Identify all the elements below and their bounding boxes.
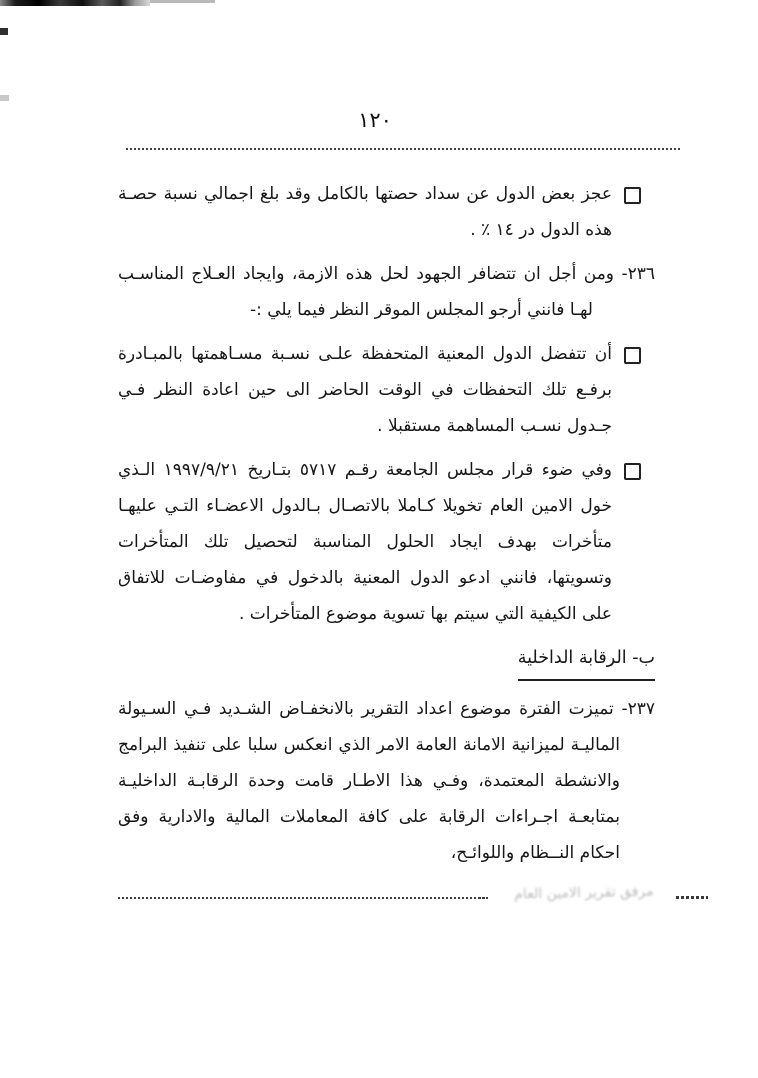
bullet-paragraph-arrears xyxy=(118,176,655,248)
scan-artifact-top-edge xyxy=(0,0,150,6)
paragraph-text: عجز بعض الدول عن سداد حصتها بالكامل وقد بلغ اجمالي نسبة حصـة هذه الدول در ١٤ ٪ . xyxy=(118,184,612,240)
bullet-paragraph-reservations xyxy=(118,336,655,444)
scan-artifact-left-mark-2 xyxy=(0,95,9,101)
page-number: ١٢٠ xyxy=(358,108,392,132)
section-heading-internal-audit xyxy=(118,640,655,681)
paragraph-text: تميزت الفترة موضوع اعداد التقرير بالانخفـاض الشـديد فـي السـيولة الماليـة لميزانية الامانة العامة الامر الذي انعكس سلبا على تنفيذ البرامج والانشطة المعتمدة، وفـي هذا الاطـار قامت وحدة الرقابـة الداخليـة بمتابعـة اجـراءات الرقابة على كافة المعاملات المالية والادارية وفق احكام النــظام واللوائـح، xyxy=(118,699,620,863)
item-number: ٢٣٧- xyxy=(621,699,656,719)
scan-artifact-left-mark xyxy=(0,28,8,35)
square-bullet-icon xyxy=(624,187,641,204)
document-body xyxy=(118,176,655,879)
footer-dotted-rule xyxy=(118,897,490,899)
paragraph-text: وفي ضوء قرار مجلس الجامعة رقـم ٥٧١٧ بتـاريخ ١٩٩٧/٩/٢١ الـذي خول الامين العام تخويلا كـاملا بالاتصـال بـالدول الاعضـاء التـي عليهـا متأخرات بهدف ايجاد الحلول المناسبة لتحصيل تلك المتأخرات وتسويتها، فانني ادعو الدول المعنية بالدخول في مفاوضـات للاتفاق على الكيفية التي سيتم بها تسوية موضوع المتأخرات . xyxy=(118,460,612,624)
footer-dash-mark xyxy=(478,897,485,899)
scan-artifact-top-edge-light xyxy=(150,0,215,3)
item-number: ٢٣٦- xyxy=(621,264,656,284)
paragraph-text: أن تتفضل الدول المعنية المتحفظة علـى نسـبة مسـاهمتها بالمبـادرة برفـع تلك التحفظات في الوقت الحاضر الى حين اعادة النظر فـي جـدول نسـب المساهمة مستقبلا . xyxy=(118,344,612,436)
bullet-paragraph-resolution-5717 xyxy=(118,452,655,632)
square-bullet-icon xyxy=(624,463,641,480)
footer-dash-segment xyxy=(676,896,708,899)
section-heading-text: ب- الرقابة الداخلية xyxy=(518,640,655,681)
numbered-paragraph-237 xyxy=(118,691,655,871)
paragraph-text: ومن أجل ان تتضافر الجهود لحل هذه الازمة، وايجاد العـلاج المناسـب لهـا فانني أرجو المجلس الموقر النظر فيما يلي :- xyxy=(118,264,615,320)
square-bullet-icon xyxy=(624,347,641,364)
numbered-paragraph-236 xyxy=(118,256,655,328)
header-dotted-rule xyxy=(126,148,680,150)
faded-stamp: مرفق تقرير الامين العام xyxy=(514,883,654,903)
